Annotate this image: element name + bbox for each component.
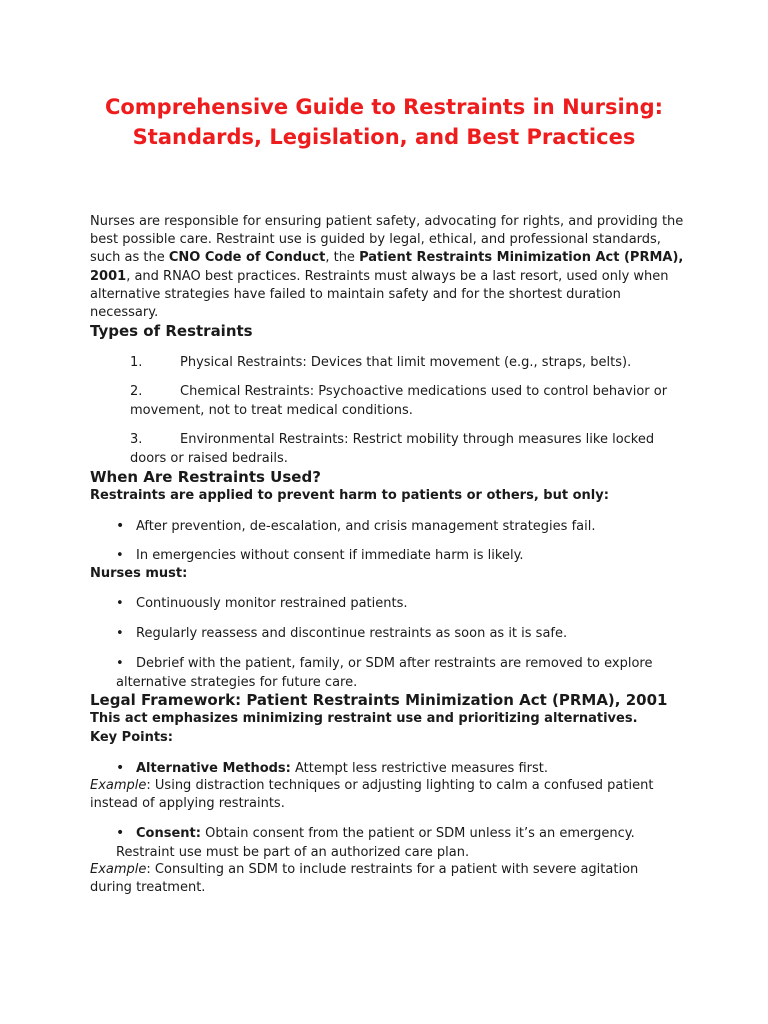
- example-paragraph: Example: Using distraction techniques or adjusting lighting to calm a confused patient instead of applying restraints.: [90, 778, 654, 812]
- intro-prma-act: Patient Restraints Minimization Act (PRMA), 2001: [90, 250, 684, 284]
- bullet-icon: •: [116, 656, 124, 671]
- list-item: • After prevention, de-escalation, and crisis management strategies fail.: [116, 518, 596, 534]
- list-item: • Alternative Methods: Attempt less restrictive measures first.: [116, 760, 548, 776]
- intro-text: , and RNAO best practices. Restraints must always be a last resort, used only when alternative strategies have failed to maintain safety and for the shortest duration necessary.: [90, 268, 669, 321]
- bullet-icon: •: [116, 626, 124, 641]
- intro-text: Nurses are responsible for ensuring patient safety, advocating for rights, and providing the best possible care. Restraint use is guided by legal, ethical, and professional standards, such as the: [90, 214, 684, 266]
- bullet-icon: •: [116, 548, 124, 563]
- legal-heading: Legal Framework: Patient Restraints Minimization Act (PRMA), 2001: [90, 691, 668, 709]
- bullet-icon: •: [116, 760, 125, 776]
- type-item-environmental: 3. Environmental Restraints: Restrict mobility through measures like locked doors or raised bedrails.: [130, 432, 655, 466]
- example-paragraph: Example: Consulting an SDM to include restraints for a patient with severe agitation during treatment.: [90, 862, 639, 896]
- when-heading: When Are Restraints Used?: [90, 468, 321, 486]
- intro-text: , the: [325, 250, 360, 266]
- bullet-icon: •: [116, 596, 124, 611]
- nurses-must-heading: Nurses must:: [90, 566, 188, 581]
- intro-cno-code: CNO Code of Conduct: [168, 250, 326, 266]
- intro-paragraph: [90, 213, 690, 322]
- types-heading: Types of Restraints: [90, 322, 253, 340]
- list-item: • Debrief with the patient, family, or SDM after restraints are removed to explore alternative strategies for future care.: [116, 656, 653, 690]
- list-item: • Consent: Obtain consent from the patient or SDM unless it’s an emergency. Restraint use must be part of an authorized care plan.: [116, 825, 635, 860]
- legal-subheading: This act emphasizes minimizing restraint use and prioritizing alternatives.: [90, 711, 638, 726]
- type-item-chemical: 2. Chemical Restraints: Psychoactive medications used to control behavior or movement, not to treat medical conditions.: [130, 384, 668, 418]
- list-item: • In emergencies without consent if immediate harm is likely.: [116, 547, 696, 566]
- bullet-icon: •: [116, 825, 125, 841]
- list-item: • Regularly reassess and discontinue restraints as soon as it is safe.: [116, 625, 696, 644]
- key-points-heading: Key Points:: [90, 730, 173, 745]
- bullet-icon: •: [116, 518, 125, 534]
- type-item-physical: 1. Physical Restraints: Devices that limit movement (e.g., straps, belts).: [130, 355, 632, 370]
- when-subheading: Restraints are applied to prevent harm to patients or others, but only:: [90, 488, 609, 503]
- page-title: Comprehensive Guide to Restraints in Nursing: Standards, Legislation, and Best Practices: [104, 95, 664, 149]
- list-item: • Continuously monitor restrained patients.: [116, 595, 696, 614]
